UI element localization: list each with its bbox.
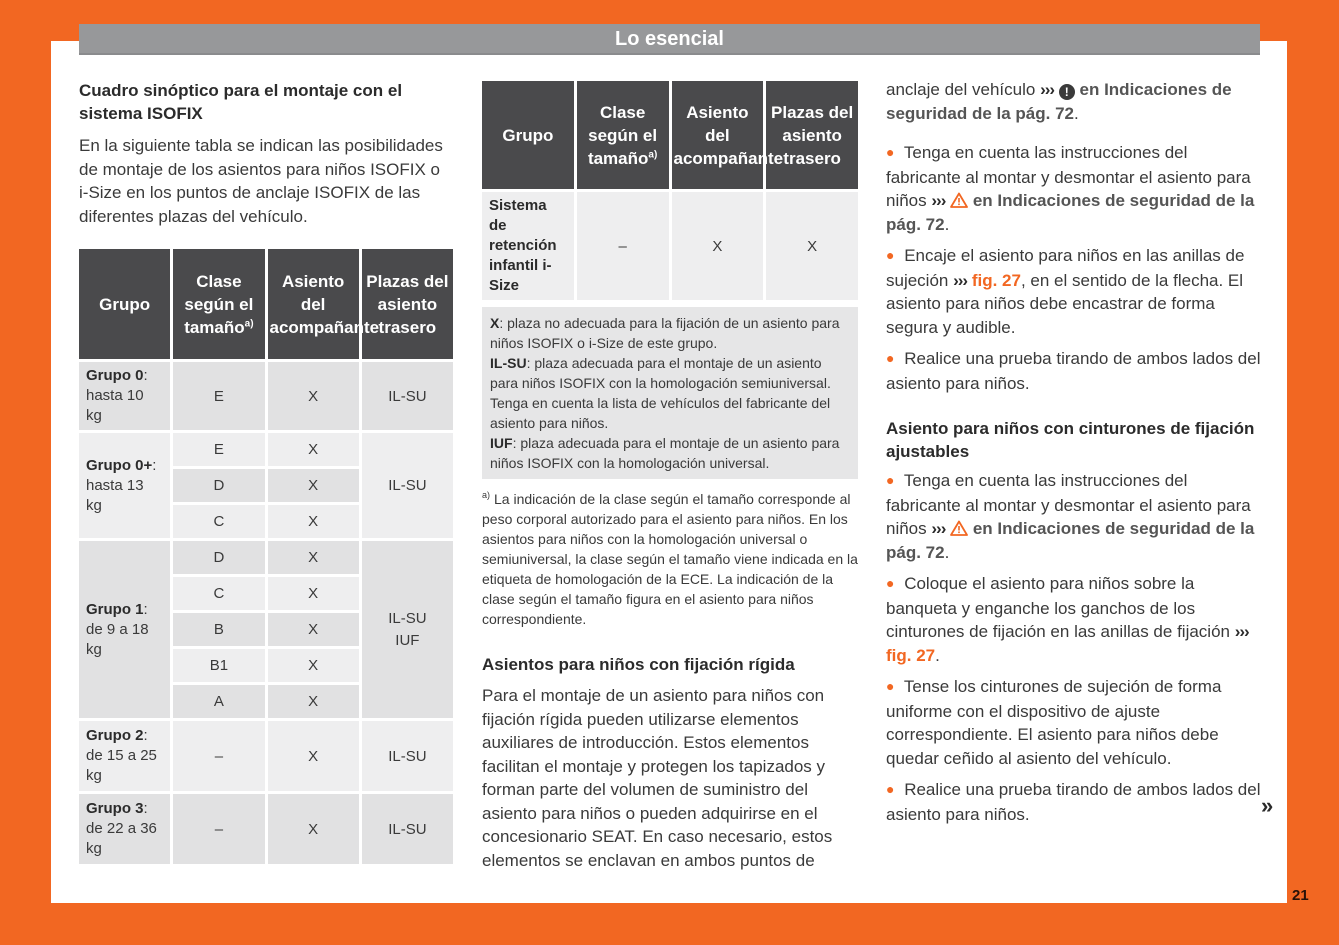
acomp-cell: X <box>268 685 359 718</box>
bullet-icon: ● <box>886 678 895 694</box>
cross-ref-arrows: ››› <box>953 270 968 290</box>
header-clase: Clase según el tamaño$^{a)}$ <box>577 81 669 189</box>
header-grupo: Grupo <box>79 249 170 359</box>
grupo-cell: Grupo 1: de 9 a 18 kg <box>79 541 170 718</box>
table-row <box>79 433 453 466</box>
acomp-cell: X <box>268 577 359 610</box>
warning-triangle-icon <box>950 520 968 536</box>
section-title-isofix: Cuadro sinóptico para el montaje con el sistema ISOFIX <box>79 81 403 123</box>
isize-table <box>479 78 861 303</box>
trasero-cell: IL-SU <box>362 433 453 538</box>
table-row <box>79 721 453 791</box>
cross-ref-arrows: ››› <box>1040 80 1055 99</box>
figure-link[interactable]: fig. 27 <box>971 270 1021 290</box>
clase-cell: B <box>173 613 264 646</box>
trasero-cell: IL-SU <box>362 794 453 864</box>
header-acompanante: Asiento del acompañante <box>268 249 359 359</box>
clase-cell: A <box>173 685 264 718</box>
table-row <box>79 794 453 864</box>
cross-ref-arrows: ››› <box>931 191 946 210</box>
acomp-cell: X <box>672 192 764 300</box>
acomp-cell: X <box>268 362 359 430</box>
safety-link[interactable]: en Indicaciones de seguridad de la pág. 72 <box>886 191 1255 234</box>
clase-cell: – <box>173 794 264 864</box>
grupo-cell: Grupo 0: hasta 10 kg <box>79 362 170 430</box>
bullet-icon: ● <box>886 575 895 591</box>
intro-paragraph: En la siguiente tabla se indican las posibilidades de montaje de los asientos para niños ISOFIX o i-Size en los puntos de anclaje ISOFIX de las diferentes plazas del vehículo. <box>79 136 443 226</box>
acomp-cell: X <box>268 721 359 791</box>
header-trasero: Plazas del asiento trasero <box>766 81 858 189</box>
table-row <box>79 541 453 574</box>
bullet-icon: ● <box>886 472 895 488</box>
notice-icon: ! <box>1059 84 1075 100</box>
figure-link[interactable]: fig. 27 <box>886 645 936 665</box>
acomp-cell: X <box>268 613 359 646</box>
list-item: ● Tenga en cuenta las instrucciones del fabricante al montar y desmontar el asiento para niños ››› en Indicaciones de seguridad de la pág. 72. <box>886 143 1255 234</box>
clase-cell: E <box>173 362 264 430</box>
header-clase: Clase según el tamaño$^{a)}$ <box>173 249 264 359</box>
clase-cell: E <box>173 433 264 466</box>
list-item: ● Realice una prueba tirando de ambos lados del asiento para niños. <box>886 780 1261 824</box>
trasero-cell: IL-SU <box>362 362 453 430</box>
clase-cell: D <box>173 469 264 502</box>
legend-item: IL-SU: plaza adecuada para el montaje de un asiento para niños ISOFIX con la homologación semiuniversal. Tenga en cuenta la lista de vehículos del fabricante del asiento para niños. <box>490 355 831 431</box>
cross-ref-arrows: ››› <box>1234 622 1249 641</box>
clase-cell: B1 <box>173 649 264 682</box>
column-1 <box>79 78 453 867</box>
clase-cell: – <box>577 192 669 300</box>
warning-triangle-icon <box>950 192 968 208</box>
safety-link[interactable]: en Indicaciones de seguridad de la pág. 72 <box>886 80 1232 123</box>
clase-cell: – <box>173 721 264 791</box>
grupo-cell: Grupo 0+: hasta 13 kg <box>79 433 170 538</box>
page-number: 21 <box>1292 887 1309 904</box>
acomp-cell: X <box>268 433 359 466</box>
bullet-icon: ● <box>886 144 895 160</box>
table-row <box>482 192 858 300</box>
cross-ref-arrows: ››› <box>931 519 946 538</box>
list-item: ● Realice una prueba tirando de ambos lados del asiento para niños. <box>886 349 1261 393</box>
header-acompanante: Asiento del acompañante <box>672 81 764 189</box>
acomp-cell: X <box>268 794 359 864</box>
bullet-icon: ● <box>886 247 895 263</box>
footnote-marker: a) <box>482 490 491 501</box>
list-item: ● Coloque el asiento para niños sobre la banqueta y enganche los ganchos de los cinturones de fijación en las anillas de fijación ››› fig. 27. <box>886 574 1249 665</box>
acomp-cell: X <box>268 649 359 682</box>
acomp-cell: X <box>268 469 359 502</box>
rigid-paragraph: Para el montaje de un asiento para niños con fijación rígida pueden utilizarse elementos auxiliares de introducción. Estos elementos facilitan el montaje y protegen los tapizados y forman parte del volumen de suministro del asiento para niños o pueden adquirirse en el concesionario SEAT. En caso necesario, estos elementos se enclavan en ambos puntos de <box>482 686 833 870</box>
acomp-cell: X <box>268 541 359 574</box>
safety-link[interactable]: en Indicaciones de seguridad de la pág. 72 <box>886 519 1255 562</box>
column-3 <box>886 78 1264 826</box>
continue-icon: » <box>1261 793 1274 818</box>
legend-item: IUF: plaza adecuada para el montaje de un asiento para niños ISOFIX con la homologación universal. <box>490 435 840 471</box>
list-item: ● Tense los cinturones de sujeción de forma uniforme con el dispositivo de ajuste correspondiente. El asiento para niños debe quedar ceñido al asiento del vehículo. <box>886 677 1222 768</box>
trasero-cell: IL-SU IUF <box>362 541 453 718</box>
section-title-adjustable: Asiento para niños con cinturones de fijación ajustables <box>886 419 1255 461</box>
clase-cell: C <box>173 577 264 610</box>
grupo-cell: Grupo 3: de 22 a 36 kg <box>79 794 170 864</box>
continuation-paragraph: anclaje del vehículo ››› ! en Indicaciones de seguridad de la pág. 72. <box>886 80 1232 123</box>
trasero-cell: IL-SU <box>362 721 453 791</box>
header-trasero: Plazas del asiento trasero <box>362 249 453 359</box>
trasero-cell: X <box>766 192 858 300</box>
grupo-cell: Grupo 2: de 15 a 25 kg <box>79 721 170 791</box>
section-title-rigid: Asientos para niños con fijación rígida <box>482 655 795 674</box>
isofix-table <box>76 246 456 867</box>
bullet-icon: ● <box>886 781 895 797</box>
header-grupo: Grupo <box>482 81 574 189</box>
clase-cell: C <box>173 505 264 538</box>
clase-cell: D <box>173 541 264 574</box>
grupo-cell: Sistema de retención infantil i-Size <box>482 192 574 300</box>
footnote: $^{a)}$ La indicación de la clase según el tamaño corresponde al peso corporal autorizado para el asiento para niños. En los asientos para niños con la homologación universal o semiuniversal, la clase según el tamaño viene indicada en la etiqueta de homologación de la ECE. La indicación de la clase según el tamaño figura en el asiento para niños correspondiente. <box>482 490 858 627</box>
table-legend <box>482 307 858 479</box>
acomp-cell: X <box>268 505 359 538</box>
bullet-icon: ● <box>886 350 895 366</box>
column-2 <box>482 78 858 872</box>
list-item: ● Encaje el asiento para niños en las anillas de sujeción ››› fig. 27, en el sentido de la flecha. El asiento para niños debe encastrar de forma segura y audible. <box>886 246 1245 337</box>
legend-item: X: plaza no adecuada para la fijación de un asiento para niños ISOFIX o i-Size de este grupo. <box>490 315 840 351</box>
table-row <box>79 362 453 430</box>
list-item: ● Tenga en cuenta las instrucciones del fabricante al montar y desmontar el asiento para niños ››› en Indicaciones de seguridad de la pág. 72. <box>886 471 1255 562</box>
section-header: Lo esencial <box>79 24 1260 55</box>
